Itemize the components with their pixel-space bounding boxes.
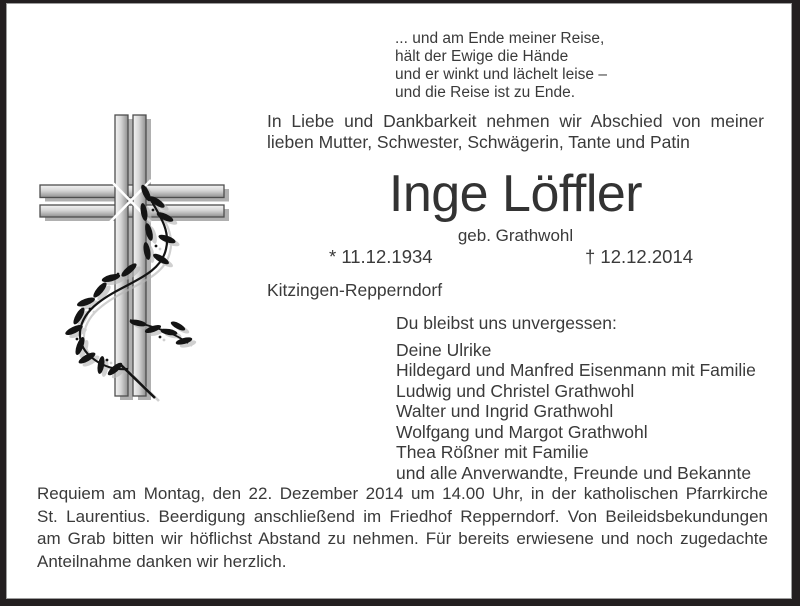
text-line: Hildegard und Manfred Eisenmann mit Familie [396,360,756,380]
death-date: † 12.12.2014 [585,246,694,267]
text-line: und die Reise ist zu Ende. [395,84,576,101]
funeral-details [37,483,768,573]
poem [395,30,607,102]
memorial-cross-icon [28,98,238,413]
text-line: Thea Rößner mit Familie [396,442,589,462]
text-line: Requiem am Montag, den 22. Dezember 2014 um 14.00 Uhr, in der katholischen Pfarrkirche [37,484,768,503]
deceased-name: Inge Löffler [388,165,643,223]
text-line: Walter und Ingrid Grathwohl [396,401,614,421]
mourners-list [396,313,756,483]
text-line: In Liebe und Dankbarkeit nehmen wir Abschied von meiner [267,111,764,131]
maiden-name: geb. Grathwohl [457,226,574,245]
text-line: Wolfgang und Margot Grathwohl [396,421,648,442]
obituary-page [7,4,791,598]
text-line: und alle Anverwandte, Freunde und Bekannte [396,462,752,483]
text-line: Deine Ulrike [396,339,492,360]
text-line: Anteilnahme danken wir herzlich. [37,551,287,571]
text-line: Ludwig und Christel Grathwohl [396,380,635,401]
text-line: am Grab bitten wir höflichst Abstand zu nehmen. Für bereits erwiesene und noch zugedachte [37,529,768,548]
life-dates [267,246,764,270]
mourners-heading: Du bleibst uns unvergessen: [396,313,617,333]
text-line: ... und am Ende meiner Reise, [395,30,605,47]
city: Kitzingen-Repperndorf [267,280,443,300]
text-line: lieben Mutter, Schwester, Schwägerin, Tante und Patin [267,131,690,152]
text-line: hält der Ewige die Hände [395,48,569,65]
birth-date: * 11.12.1934 [329,246,433,267]
mourners-names [396,340,756,484]
text-line: und er winkt und lächelt leise – [395,66,607,83]
text-line: St. Laurentius. Beerdigung anschließend im Friedhof Repperndorf. Von Beileidsbekundungen [37,506,768,526]
memorial-graphic [28,98,238,413]
intro-text [267,111,764,152]
